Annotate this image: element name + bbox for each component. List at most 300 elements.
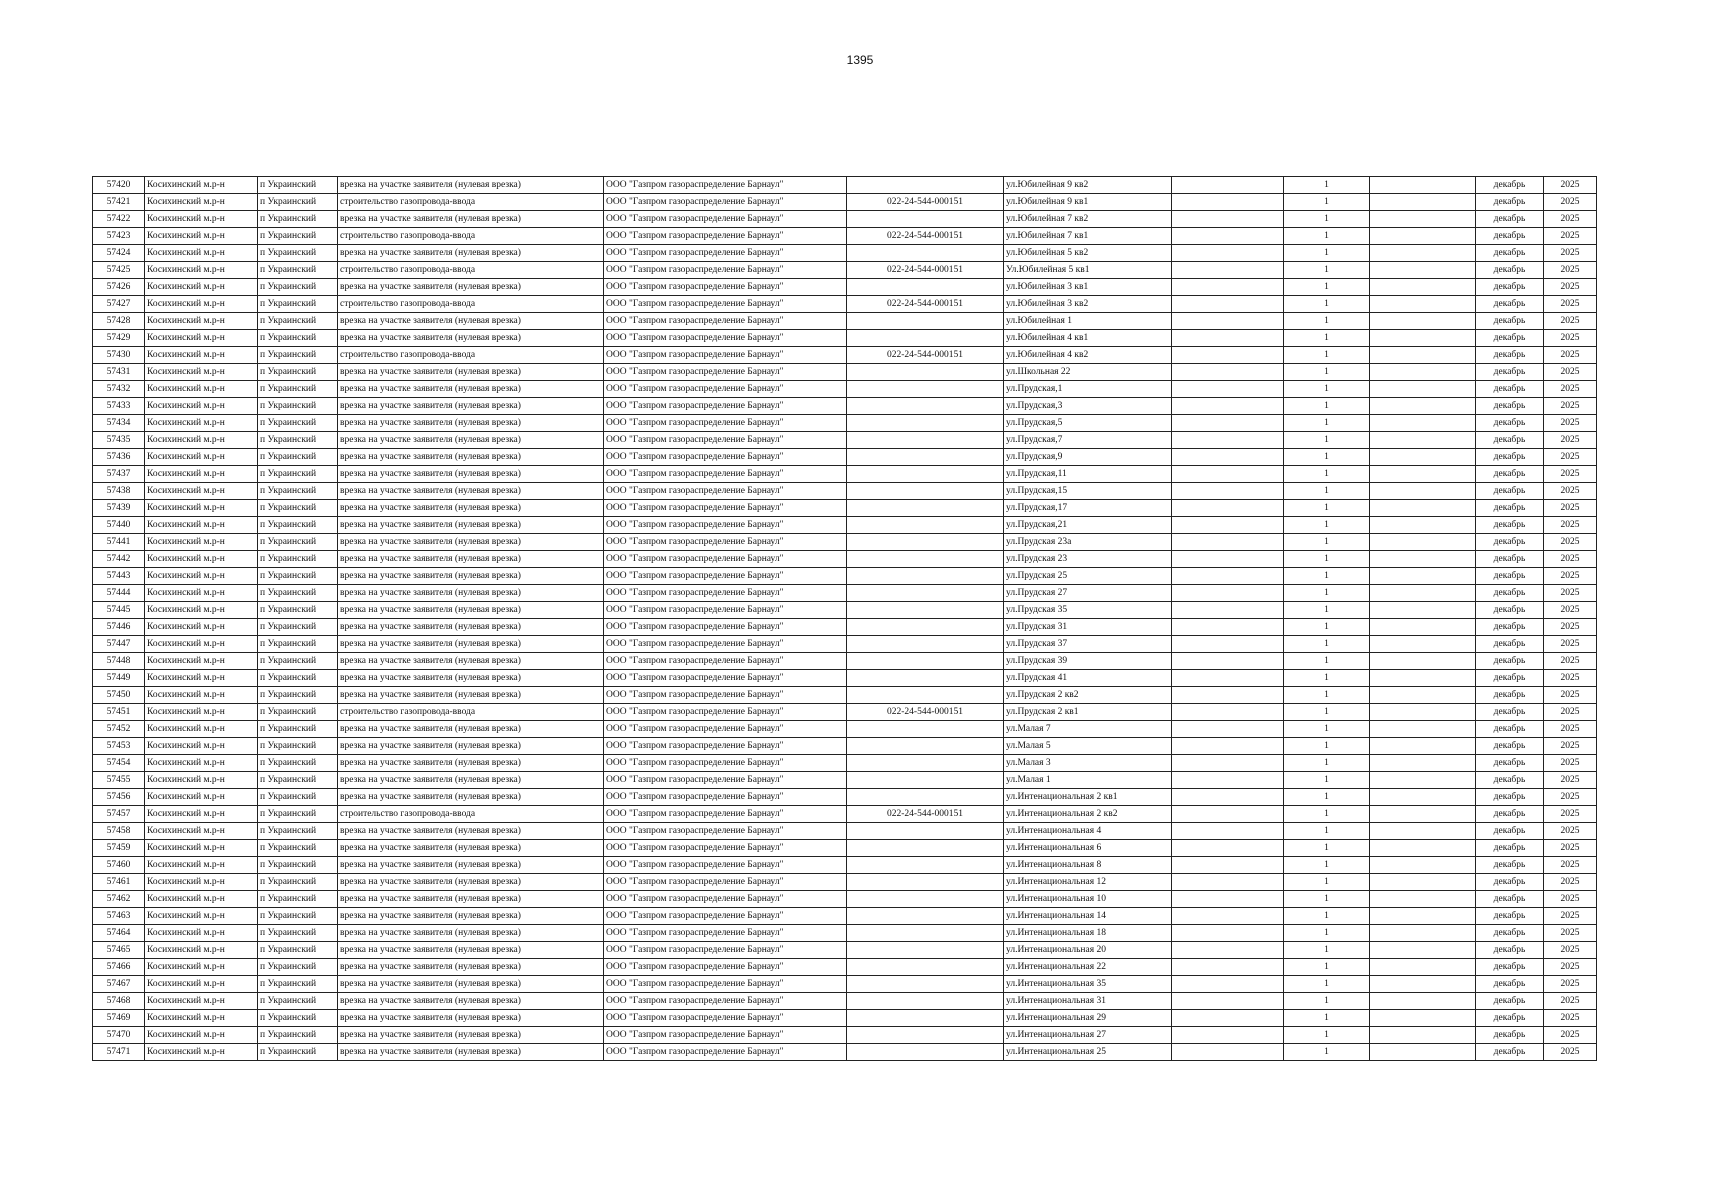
contract-number-cell (847, 211, 1004, 228)
note-cell (1370, 296, 1476, 313)
address-cell: ул.Прудская,17 (1004, 500, 1172, 517)
address-cell: ул.Интенациональная 12 (1004, 874, 1172, 891)
count-cell: 1 (1284, 500, 1370, 517)
organization-cell: ООО "Газпром газораспределение Барнаул" (604, 959, 847, 976)
row-id-cell: 57450 (93, 687, 145, 704)
row-id-cell: 57433 (93, 398, 145, 415)
month-cell: декабрь (1476, 1044, 1544, 1061)
extra-cell (1172, 993, 1284, 1010)
year-cell: 2025 (1544, 704, 1597, 721)
table-row (93, 925, 1597, 942)
note-cell (1370, 653, 1476, 670)
month-cell: декабрь (1476, 330, 1544, 347)
row-id-cell: 57428 (93, 313, 145, 330)
year-cell: 2025 (1544, 619, 1597, 636)
row-id-cell: 57423 (93, 228, 145, 245)
address-cell: ул.Прудская 27 (1004, 585, 1172, 602)
organization-cell: ООО "Газпром газораспределение Барнаул" (604, 925, 847, 942)
row-id-cell: 57445 (93, 602, 145, 619)
contract-number-cell: 022-24-544-000151 (847, 347, 1004, 364)
count-cell: 1 (1284, 466, 1370, 483)
year-cell: 2025 (1544, 296, 1597, 313)
count-cell: 1 (1284, 789, 1370, 806)
settlement-cell: п Украинский (258, 415, 338, 432)
organization-cell: ООО "Газпром газораспределение Барнаул" (604, 840, 847, 857)
table-row (93, 806, 1597, 823)
year-cell: 2025 (1544, 670, 1597, 687)
row-id-cell: 57447 (93, 636, 145, 653)
organization-cell: ООО "Газпром газораспределение Барнаул" (604, 704, 847, 721)
work-type-cell: строительство газопровода-ввода (338, 194, 604, 211)
year-cell: 2025 (1544, 347, 1597, 364)
organization-cell: ООО "Газпром газораспределение Барнаул" (604, 619, 847, 636)
row-id-cell: 57444 (93, 585, 145, 602)
address-cell: ул.Юбилейная 3 кв1 (1004, 279, 1172, 296)
count-cell: 1 (1284, 840, 1370, 857)
row-id-cell: 57425 (93, 262, 145, 279)
table-row (93, 364, 1597, 381)
district-cell: Косихинский м.р-н (145, 279, 258, 296)
district-cell: Косихинский м.р-н (145, 959, 258, 976)
month-cell: декабрь (1476, 721, 1544, 738)
address-cell: Ул.Юбилейная 5 кв1 (1004, 262, 1172, 279)
month-cell: декабрь (1476, 653, 1544, 670)
organization-cell: ООО "Газпром газораспределение Барнаул" (604, 211, 847, 228)
settlement-cell: п Украинский (258, 908, 338, 925)
count-cell: 1 (1284, 211, 1370, 228)
contract-number-cell (847, 483, 1004, 500)
extra-cell (1172, 925, 1284, 942)
contract-number-cell (847, 585, 1004, 602)
organization-cell: ООО "Газпром газораспределение Барнаул" (604, 687, 847, 704)
extra-cell (1172, 959, 1284, 976)
contract-number-cell (847, 619, 1004, 636)
address-cell: ул.Прудская 35 (1004, 602, 1172, 619)
extra-cell (1172, 1010, 1284, 1027)
extra-cell (1172, 415, 1284, 432)
row-id-cell: 57452 (93, 721, 145, 738)
extra-cell (1172, 568, 1284, 585)
note-cell (1370, 636, 1476, 653)
organization-cell: ООО "Газпром газораспределение Барнаул" (604, 228, 847, 245)
note-cell (1370, 687, 1476, 704)
district-cell: Косихинский м.р-н (145, 653, 258, 670)
settlement-cell: п Украинский (258, 687, 338, 704)
year-cell: 2025 (1544, 398, 1597, 415)
settlement-cell: п Украинский (258, 551, 338, 568)
count-cell: 1 (1284, 619, 1370, 636)
work-type-cell: врезка на участке заявителя (нулевая врезка) (338, 1027, 604, 1044)
month-cell: декабрь (1476, 942, 1544, 959)
extra-cell (1172, 449, 1284, 466)
district-cell: Косихинский м.р-н (145, 245, 258, 262)
extra-cell (1172, 1027, 1284, 1044)
district-cell: Косихинский м.р-н (145, 704, 258, 721)
row-id-cell: 57436 (93, 449, 145, 466)
organization-cell: ООО "Газпром газораспределение Барнаул" (604, 942, 847, 959)
count-cell: 1 (1284, 687, 1370, 704)
settlement-cell: п Украинский (258, 517, 338, 534)
extra-cell (1172, 908, 1284, 925)
row-id-cell: 57431 (93, 364, 145, 381)
note-cell (1370, 908, 1476, 925)
address-cell: ул.Юбилейная 1 (1004, 313, 1172, 330)
extra-cell (1172, 687, 1284, 704)
organization-cell: ООО "Газпром газораспределение Барнаул" (604, 330, 847, 347)
address-cell: ул.Прудская,11 (1004, 466, 1172, 483)
month-cell: декабрь (1476, 432, 1544, 449)
district-cell: Косихинский м.р-н (145, 517, 258, 534)
table-row (93, 228, 1597, 245)
address-cell: ул.Прудская 41 (1004, 670, 1172, 687)
table-row (93, 789, 1597, 806)
district-cell: Косихинский м.р-н (145, 602, 258, 619)
contract-number-cell (847, 1010, 1004, 1027)
district-cell: Косихинский м.р-н (145, 330, 258, 347)
settlement-cell: п Украинский (258, 959, 338, 976)
year-cell: 2025 (1544, 823, 1597, 840)
organization-cell: ООО "Газпром газораспределение Барнаул" (604, 279, 847, 296)
year-cell: 2025 (1544, 993, 1597, 1010)
month-cell: декабрь (1476, 585, 1544, 602)
settlement-cell: п Украинский (258, 840, 338, 857)
year-cell: 2025 (1544, 466, 1597, 483)
organization-cell: ООО "Газпром газораспределение Барнаул" (604, 789, 847, 806)
row-id-cell: 57427 (93, 296, 145, 313)
table-row (93, 670, 1597, 687)
year-cell: 2025 (1544, 874, 1597, 891)
table-row (93, 245, 1597, 262)
count-cell: 1 (1284, 551, 1370, 568)
contract-number-cell (847, 721, 1004, 738)
organization-cell: ООО "Газпром газораспределение Барнаул" (604, 534, 847, 551)
note-cell (1370, 993, 1476, 1010)
work-type-cell: врезка на участке заявителя (нулевая врезка) (338, 874, 604, 891)
year-cell: 2025 (1544, 806, 1597, 823)
contract-number-cell (847, 177, 1004, 194)
count-cell: 1 (1284, 313, 1370, 330)
row-id-cell: 57448 (93, 653, 145, 670)
district-cell: Косихинский м.р-н (145, 466, 258, 483)
note-cell (1370, 500, 1476, 517)
settlement-cell: п Украинский (258, 857, 338, 874)
organization-cell: ООО "Газпром газораспределение Барнаул" (604, 1027, 847, 1044)
address-cell: ул.Интенациональная 29 (1004, 1010, 1172, 1027)
settlement-cell: п Украинский (258, 942, 338, 959)
extra-cell (1172, 364, 1284, 381)
work-type-cell: врезка на участке заявителя (нулевая врезка) (338, 534, 604, 551)
table-row (93, 891, 1597, 908)
settlement-cell: п Украинский (258, 823, 338, 840)
extra-cell (1172, 517, 1284, 534)
note-cell (1370, 381, 1476, 398)
work-type-cell: врезка на участке заявителя (нулевая врезка) (338, 500, 604, 517)
count-cell: 1 (1284, 177, 1370, 194)
count-cell: 1 (1284, 568, 1370, 585)
month-cell: декабрь (1476, 670, 1544, 687)
note-cell (1370, 619, 1476, 636)
contract-number-cell (847, 466, 1004, 483)
year-cell: 2025 (1544, 840, 1597, 857)
note-cell (1370, 874, 1476, 891)
month-cell: декабрь (1476, 1027, 1544, 1044)
year-cell: 2025 (1544, 755, 1597, 772)
address-cell: ул.Прудская,15 (1004, 483, 1172, 500)
year-cell: 2025 (1544, 602, 1597, 619)
table-row (93, 721, 1597, 738)
organization-cell: ООО "Газпром газораспределение Барнаул" (604, 738, 847, 755)
organization-cell: ООО "Газпром газораспределение Барнаул" (604, 721, 847, 738)
row-id-cell: 57430 (93, 347, 145, 364)
month-cell: декабрь (1476, 534, 1544, 551)
table-row (93, 942, 1597, 959)
work-type-cell: врезка на участке заявителя (нулевая врезка) (338, 1044, 604, 1061)
work-type-cell: врезка на участке заявителя (нулевая врезка) (338, 687, 604, 704)
table-row (93, 296, 1597, 313)
table-row (93, 772, 1597, 789)
organization-cell: ООО "Газпром газораспределение Барнаул" (604, 262, 847, 279)
work-type-cell: врезка на участке заявителя (нулевая врезка) (338, 364, 604, 381)
extra-cell (1172, 551, 1284, 568)
contract-number-cell: 022-24-544-000151 (847, 228, 1004, 245)
month-cell: декабрь (1476, 772, 1544, 789)
contract-number-cell (847, 959, 1004, 976)
year-cell: 2025 (1544, 228, 1597, 245)
count-cell: 1 (1284, 704, 1370, 721)
month-cell: декабрь (1476, 245, 1544, 262)
extra-cell (1172, 721, 1284, 738)
count-cell: 1 (1284, 449, 1370, 466)
table-row (93, 755, 1597, 772)
note-cell (1370, 330, 1476, 347)
work-type-cell: врезка на участке заявителя (нулевая врезка) (338, 568, 604, 585)
month-cell: декабрь (1476, 874, 1544, 891)
note-cell (1370, 313, 1476, 330)
month-cell: декабрь (1476, 449, 1544, 466)
month-cell: декабрь (1476, 483, 1544, 500)
organization-cell: ООО "Газпром газораспределение Барнаул" (604, 636, 847, 653)
contract-number-cell (847, 840, 1004, 857)
row-id-cell: 57443 (93, 568, 145, 585)
count-cell: 1 (1284, 874, 1370, 891)
row-id-cell: 57435 (93, 432, 145, 449)
extra-cell (1172, 602, 1284, 619)
table-row (93, 874, 1597, 891)
count-cell: 1 (1284, 296, 1370, 313)
organization-cell: ООО "Газпром газораспределение Барнаул" (604, 364, 847, 381)
year-cell: 2025 (1544, 789, 1597, 806)
work-type-cell: врезка на участке заявителя (нулевая врезка) (338, 857, 604, 874)
table-row (93, 211, 1597, 228)
count-cell: 1 (1284, 245, 1370, 262)
extra-cell (1172, 806, 1284, 823)
count-cell: 1 (1284, 636, 1370, 653)
extra-cell (1172, 823, 1284, 840)
count-cell: 1 (1284, 398, 1370, 415)
row-id-cell: 57453 (93, 738, 145, 755)
work-type-cell: врезка на участке заявителя (нулевая врезка) (338, 772, 604, 789)
extra-cell (1172, 670, 1284, 687)
contract-number-cell (847, 636, 1004, 653)
month-cell: декабрь (1476, 313, 1544, 330)
extra-cell (1172, 177, 1284, 194)
note-cell (1370, 483, 1476, 500)
count-cell: 1 (1284, 347, 1370, 364)
row-id-cell: 57442 (93, 551, 145, 568)
district-cell: Косихинский м.р-н (145, 313, 258, 330)
extra-cell (1172, 330, 1284, 347)
extra-cell (1172, 483, 1284, 500)
table-row (93, 738, 1597, 755)
address-cell: ул.Юбилейная 4 кв1 (1004, 330, 1172, 347)
contract-number-cell (847, 517, 1004, 534)
organization-cell: ООО "Газпром газораспределение Барнаул" (604, 976, 847, 993)
note-cell (1370, 602, 1476, 619)
extra-cell (1172, 585, 1284, 602)
row-id-cell: 57471 (93, 1044, 145, 1061)
contract-number-cell (847, 755, 1004, 772)
note-cell (1370, 534, 1476, 551)
address-cell: ул.Прудская 23 (1004, 551, 1172, 568)
month-cell: декабрь (1476, 755, 1544, 772)
address-cell: ул.Малая 5 (1004, 738, 1172, 755)
district-cell: Косихинский м.р-н (145, 925, 258, 942)
table-row (93, 857, 1597, 874)
organization-cell: ООО "Газпром газораспределение Барнаул" (604, 993, 847, 1010)
work-type-cell: врезка на участке заявителя (нулевая врезка) (338, 993, 604, 1010)
year-cell: 2025 (1544, 687, 1597, 704)
note-cell (1370, 721, 1476, 738)
organization-cell: ООО "Газпром газораспределение Барнаул" (604, 653, 847, 670)
year-cell: 2025 (1544, 381, 1597, 398)
year-cell: 2025 (1544, 1027, 1597, 1044)
note-cell (1370, 194, 1476, 211)
settlement-cell: п Украинский (258, 704, 338, 721)
work-type-cell: врезка на участке заявителя (нулевая врезка) (338, 789, 604, 806)
settlement-cell: п Украинский (258, 891, 338, 908)
year-cell: 2025 (1544, 772, 1597, 789)
note-cell (1370, 704, 1476, 721)
row-id-cell: 57464 (93, 925, 145, 942)
month-cell: декабрь (1476, 177, 1544, 194)
table-row (93, 840, 1597, 857)
count-cell: 1 (1284, 228, 1370, 245)
contract-number-cell (847, 976, 1004, 993)
extra-cell (1172, 245, 1284, 262)
work-type-cell: врезка на участке заявителя (нулевая врезка) (338, 823, 604, 840)
row-id-cell: 57466 (93, 959, 145, 976)
work-type-cell: врезка на участке заявителя (нулевая врезка) (338, 602, 604, 619)
row-id-cell: 57451 (93, 704, 145, 721)
settlement-cell: п Украинский (258, 602, 338, 619)
count-cell: 1 (1284, 942, 1370, 959)
month-cell: декабрь (1476, 602, 1544, 619)
count-cell: 1 (1284, 1027, 1370, 1044)
settlement-cell: п Украинский (258, 245, 338, 262)
district-cell: Косихинский м.р-н (145, 228, 258, 245)
month-cell: декабрь (1476, 279, 1544, 296)
contract-number-cell: 022-24-544-000151 (847, 806, 1004, 823)
note-cell (1370, 262, 1476, 279)
extra-cell (1172, 976, 1284, 993)
note-cell (1370, 738, 1476, 755)
table-row (93, 381, 1597, 398)
work-type-cell: врезка на участке заявителя (нулевая врезка) (338, 466, 604, 483)
contract-number-cell: 022-24-544-000151 (847, 262, 1004, 279)
month-cell: декабрь (1476, 194, 1544, 211)
extra-cell (1172, 619, 1284, 636)
address-cell: ул.Юбилейная 5 кв2 (1004, 245, 1172, 262)
district-cell: Косихинский м.р-н (145, 1027, 258, 1044)
address-cell: ул.Прудская,1 (1004, 381, 1172, 398)
contract-number-cell (847, 653, 1004, 670)
count-cell: 1 (1284, 483, 1370, 500)
contract-number-cell: 022-24-544-000151 (847, 194, 1004, 211)
count-cell: 1 (1284, 857, 1370, 874)
work-type-cell: врезка на участке заявителя (нулевая врезка) (338, 415, 604, 432)
extra-cell (1172, 738, 1284, 755)
organization-cell: ООО "Газпром газораспределение Барнаул" (604, 806, 847, 823)
organization-cell: ООО "Газпром газораспределение Барнаул" (604, 891, 847, 908)
year-cell: 2025 (1544, 568, 1597, 585)
address-cell: ул.Интенациональная 8 (1004, 857, 1172, 874)
count-cell: 1 (1284, 925, 1370, 942)
row-id-cell: 57434 (93, 415, 145, 432)
note-cell (1370, 840, 1476, 857)
organization-cell: ООО "Газпром газораспределение Барнаул" (604, 857, 847, 874)
settlement-cell: п Украинский (258, 925, 338, 942)
address-cell: ул.Интенациональная 22 (1004, 959, 1172, 976)
settlement-cell: п Украинский (258, 721, 338, 738)
year-cell: 2025 (1544, 330, 1597, 347)
row-id-cell: 57456 (93, 789, 145, 806)
row-id-cell: 57465 (93, 942, 145, 959)
count-cell: 1 (1284, 602, 1370, 619)
organization-cell: ООО "Газпром газораспределение Барнаул" (604, 755, 847, 772)
organization-cell: ООО "Газпром газораспределение Барнаул" (604, 194, 847, 211)
note-cell (1370, 398, 1476, 415)
table-row (93, 1010, 1597, 1027)
table-row (93, 568, 1597, 585)
count-cell: 1 (1284, 262, 1370, 279)
work-type-cell: врезка на участке заявителя (нулевая врезка) (338, 483, 604, 500)
table-row (93, 1027, 1597, 1044)
work-type-cell: строительство газопровода-ввода (338, 296, 604, 313)
row-id-cell: 57441 (93, 534, 145, 551)
organization-cell: ООО "Газпром газораспределение Барнаул" (604, 551, 847, 568)
table-row (93, 500, 1597, 517)
extra-cell (1172, 347, 1284, 364)
table-row (93, 551, 1597, 568)
work-type-cell: врезка на участке заявителя (нулевая врезка) (338, 381, 604, 398)
settlement-cell: п Украинский (258, 347, 338, 364)
address-cell: ул.Интенациональная 35 (1004, 976, 1172, 993)
contract-number-cell (847, 381, 1004, 398)
settlement-cell: п Украинский (258, 262, 338, 279)
settlement-cell: п Украинский (258, 1010, 338, 1027)
district-cell: Косихинский м.р-н (145, 568, 258, 585)
year-cell: 2025 (1544, 364, 1597, 381)
table-row (93, 279, 1597, 296)
settlement-cell: п Украинский (258, 449, 338, 466)
organization-cell: ООО "Газпром газораспределение Барнаул" (604, 772, 847, 789)
extra-cell (1172, 313, 1284, 330)
year-cell: 2025 (1544, 721, 1597, 738)
table-row (93, 993, 1597, 1010)
extra-cell (1172, 262, 1284, 279)
count-cell: 1 (1284, 772, 1370, 789)
count-cell: 1 (1284, 585, 1370, 602)
